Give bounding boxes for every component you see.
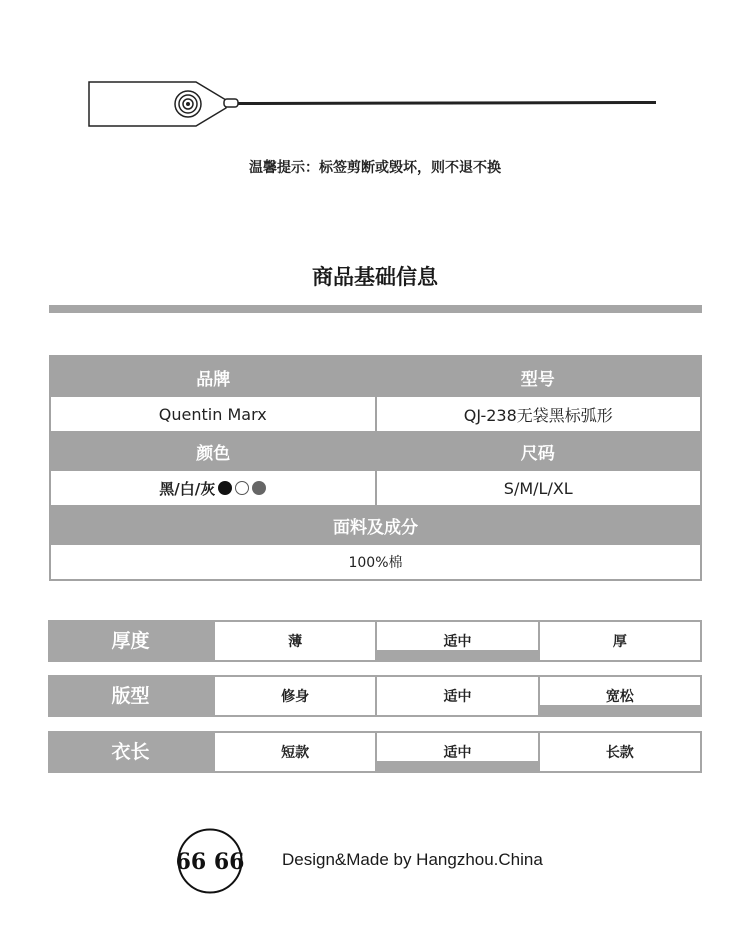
table-row xyxy=(51,471,700,505)
thickness-scale xyxy=(48,620,702,662)
length-option-long: 长款 xyxy=(540,733,700,771)
color-value-cell xyxy=(51,471,375,505)
fabric-value: 100%棉 xyxy=(348,555,403,571)
brand-header: 品牌 xyxy=(196,369,231,390)
length-label: 衣长 xyxy=(48,731,213,773)
model-value: QJ-238无袋黑标弧形 xyxy=(375,397,701,431)
color-header: 颜色 xyxy=(196,443,231,464)
fit-scale xyxy=(48,675,702,717)
fit-label: 版型 xyxy=(48,675,213,717)
table-header-row xyxy=(51,505,700,545)
section-title: 商品基础信息 xyxy=(312,265,438,289)
color-value: 黑/白/灰 xyxy=(159,479,216,498)
length-scale xyxy=(48,731,702,773)
hang-tag-illustration xyxy=(86,76,666,132)
tag-notice: 温馨提示：标签剪断或毁坏，则不退不换 xyxy=(249,160,501,176)
table-header-row xyxy=(51,431,700,471)
fit-option-regular: 适中 xyxy=(377,677,537,715)
thickness-option-thick: 厚 xyxy=(540,622,700,660)
fabric-header: 面料及成分 xyxy=(333,517,418,538)
table-header-row xyxy=(51,357,700,397)
table-row xyxy=(51,545,700,579)
logo-text: 66 66 xyxy=(176,849,244,875)
black-swatch-icon xyxy=(218,481,232,495)
length-option-regular: 适中 xyxy=(377,733,537,771)
thickness-option-medium: 适中 xyxy=(377,622,537,660)
size-value: S/M/L/XL xyxy=(375,471,701,505)
length-option-short: 短款 xyxy=(215,733,375,771)
white-swatch-icon xyxy=(235,481,249,495)
footer-credit: Design&Made by Hangzhou.China xyxy=(282,850,543,869)
thickness-option-thin: 薄 xyxy=(215,622,375,660)
model-header: 型号 xyxy=(520,369,555,390)
size-header: 尺码 xyxy=(520,443,555,464)
table-row xyxy=(51,397,700,431)
fit-option-loose: 宽松 xyxy=(540,677,700,715)
gray-swatch-icon xyxy=(252,481,266,495)
fit-option-slim: 修身 xyxy=(215,677,375,715)
product-info-table xyxy=(49,355,702,581)
title-divider xyxy=(49,305,702,313)
thickness-label: 厚度 xyxy=(48,620,213,662)
brand-value: Quentin Marx xyxy=(158,404,267,424)
quote-logo-icon xyxy=(176,828,244,894)
